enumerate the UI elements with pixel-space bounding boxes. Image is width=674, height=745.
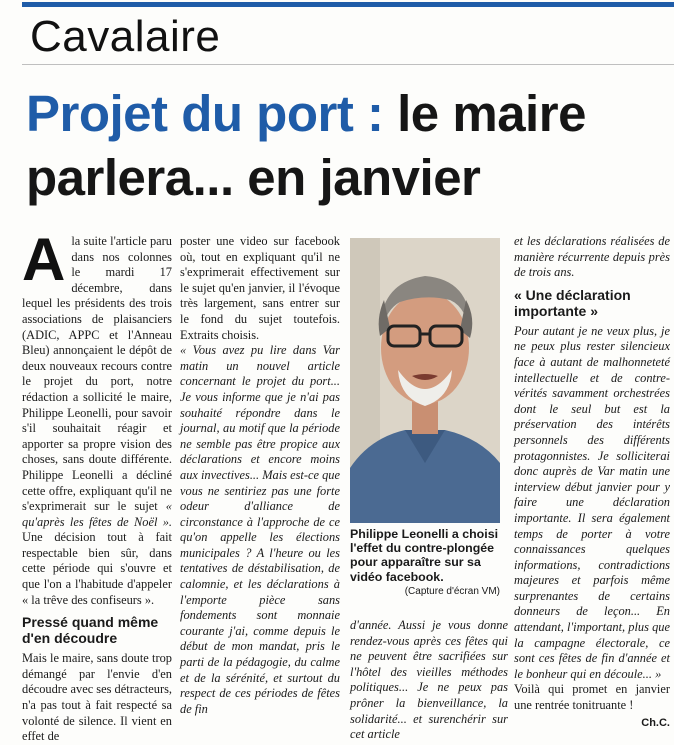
section-divider (22, 64, 674, 65)
author-signature: Ch.C. (641, 716, 670, 729)
lead-paragraph (22, 226, 172, 608)
article-column-1 (22, 226, 172, 745)
lead-text-continued: Une décision tout à fait respectable bien sûr, dans cette période qui s'ouvre et que l'on a l'habitude d'appeler « la trêve des confiseurs ». (22, 530, 172, 607)
paragraph-2: Mais le maire, sans doute trop démangé par l'envie d'en découdre avec ses détracteurs, n'a pas tout à fait respecté sa volonté de silence. Il vient en effet de (22, 651, 172, 744)
subheading-2: « Une déclaration importante » (514, 286, 631, 319)
article-column-3 (350, 618, 508, 743)
closing-paragraph: Voilà qui promet en janvier une rentrée tonitruante ! (514, 682, 670, 713)
lead-text: la suite l'article paru dans nos colonnes le mardi 17 décembre, dans lequel les présidents des trois associations de plaisanciers (ADIC, APPC et l'Anneau Bleu) annonçaient le dépôt de deux nouveaux recours contre le projet du port, notre rédaction a sollicité le maire, Philippe Leonelli, pour savoir s'il souhaitait réagir et apporter sa propre vision des choses, sans doute différente. Philippe Leonelli a décliné cette offre, expliquant qu'il ne s'exprimerait sur le sujet (22, 234, 172, 514)
subheading-1: Pressé quand même d'en découdre (22, 614, 159, 647)
headline-rest: le maire parlera... en janvier (26, 85, 586, 206)
col3-quote: d'année. Aussi je vous donne rendez-vous après ces fêtes qui ne peuvent être sacrifiées sur l'hôtel des vieilles méthodes politiques... Je ne peux pas prôner la bienveillance, la solidarité... et surenchérir sur cet article (350, 618, 508, 742)
col2-quote: « Vous avez pu lire dans Var matin un nouvel article concernant le projet du port... Je vous informe que je n'ai pas souhaité répondre dans le journal, au motif que la période ne semble pas être propice aux déclarations et encore moins aux invectives... Mais est-ce que vous ne sentiriez pas une forte odeur d'alliance de circonstance à l'approche de ce qu'on appelle les élections municipales ? A l'heure ou les tentatives de déstabilisation, de calomnie, et les déclarations à l'emporte pièce sans fondements sont monnaie courante j'ai, comme depuis le début de mon mandat, pris le parti de la pédagogie, du calme et de la sérénité, et surtout du respect de ces périodes de fêtes de fin (180, 343, 340, 716)
lead-quote: « qu'après les fêtes de Noël ». (22, 499, 172, 529)
portrait-illustration (350, 238, 500, 523)
dropcap-letter: A (22, 226, 66, 293)
photo-credit: (Capture d'écran VM) (404, 586, 500, 597)
photo-caption: Philippe Leonelli a choisi l'effet du contre-plongée pour apparaître sur sa vidéo facebook. (350, 527, 499, 584)
col2-paragraph: poster une video sur facebook où, tout en expliquant qu'il ne s'exprimerait effectivement sur le sujet qu'en janvier, il l'évoque très largement, sans entrer sur le fond du sujet toutefois. Extraits choisis. (180, 234, 340, 342)
article-column-2 (180, 234, 340, 717)
headline-highlight: Projet du port : (26, 85, 384, 142)
top-color-bar (22, 2, 674, 7)
section-title: Cavalaire (30, 12, 221, 61)
portrait-photo (350, 238, 500, 523)
col4-quote-2: Pour autant je ne veux plus, je ne peux plus rester silencieux face à autant de malhonneteté intellectuelle et de contre-vérités savamment orchestrées dont le seul but est la préservation des intérêts personnels des différents protagonnistes. Je solliciterai donc auprès de Var matin une interview début janvier pour y faire une déclaration importante. Il sera également temps de porter à votre connaissances quelques informations, contradictions majeures et parfois même surprenantes de certains donneurs de leçon... En attendant, l'important, plus que la campagne électorale, ce sont ces fêtes de fin d'année et le bonheur qui en découle... » (514, 323, 670, 681)
col4-quote-1: et les déclarations réalisées de manière récurrente depuis près de trois ans. (514, 234, 670, 280)
article-column-4 (514, 234, 670, 731)
headline (26, 82, 666, 210)
